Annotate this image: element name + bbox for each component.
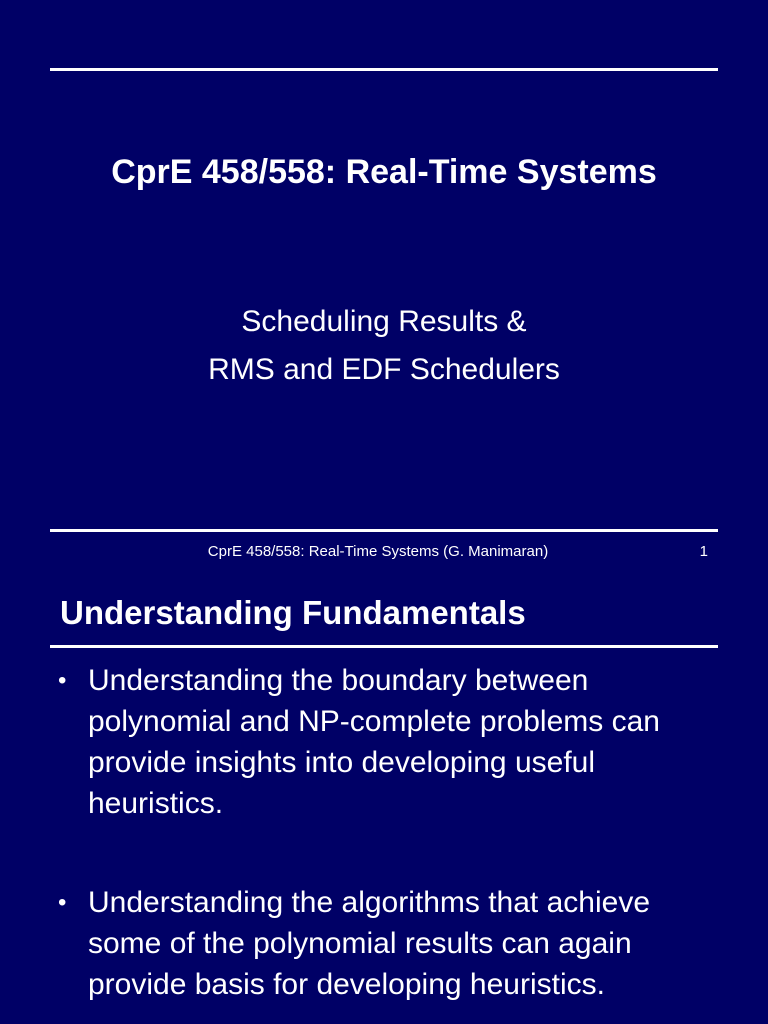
bullet-list <box>58 660 708 1005</box>
section-heading: Understanding Fundamentals <box>60 594 526 631</box>
page-number: 1 <box>699 543 708 560</box>
bullet-text: Understanding the boundary between polynomial and NP-complete problems can provide insights into developing useful heuristics. <box>88 664 660 820</box>
heading-divider <box>50 645 718 648</box>
bullet-text: Understanding the algorithms that achieve some of the polynomial results can again provide basis for developing heuristics. <box>88 886 651 1001</box>
slide-footer: CprE 458/558: Real-Time Systems (G. Manimaran) <box>207 543 549 560</box>
bullet-icon: • <box>58 889 67 916</box>
list-item <box>58 882 708 1005</box>
top-divider <box>50 68 718 71</box>
slide-title: CprE 458/558: Real-Time Systems <box>111 153 657 191</box>
list-item <box>58 660 708 824</box>
subtitle-line-1: Scheduling Results & <box>241 305 527 338</box>
footer-divider <box>50 529 718 532</box>
subtitle-line-2: RMS and EDF Schedulers <box>208 353 560 386</box>
bullet-icon: • <box>58 667 67 694</box>
slide-subtitle <box>0 298 768 394</box>
